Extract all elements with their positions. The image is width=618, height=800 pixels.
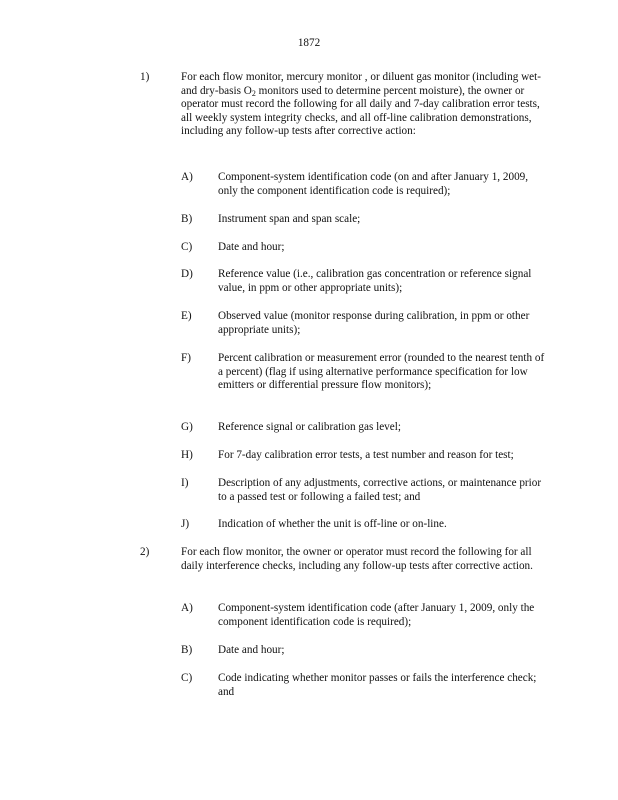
item-1d-letter: D) — [181, 268, 193, 280]
item-1b-text: Instrument span and span scale; — [218, 213, 361, 225]
item-1h-letter: H) — [181, 449, 193, 461]
item-1-text: For each flow monitor, mercury monitor , or diluent gas monitor (including wet- and dry-basis $O_2$ monitors used to determine percent moisture), the owner or operator must record the following for all daily and 7-day calibration error tests, all weekly system integrity checks, and all off-line calibration demonstrations, including any follow-up tests after corrective action: — [181, 71, 541, 138]
item-1j-letter: J) — [181, 518, 190, 530]
item-1b-letter: B) — [181, 213, 193, 225]
item-2c-text: Code indicating whether monitor passes or fails the interference check; and — [218, 672, 537, 698]
item-1a-letter: A) — [181, 171, 193, 183]
item-2b-letter: B) — [181, 644, 193, 656]
item-1g-letter: G) — [181, 421, 193, 433]
item-2a-letter: A) — [181, 602, 193, 614]
item-1i-text: Description of any adjustments, corrective actions, or maintenance prior to a passed test or following a failed test; and — [218, 477, 542, 503]
item-1-number: 1) — [140, 71, 150, 83]
item-2b-text: Date and hour; — [218, 644, 285, 656]
item-1i-letter: I) — [181, 477, 189, 489]
item-1a-text: Component-system identification code (on and after January 1, 2009, only the component identification code is required); — [218, 171, 529, 197]
item-1e-text: Observed value (monitor response during calibration, in ppm or other appropriate units); — [218, 310, 530, 336]
item-2-text: For each flow monitor, the owner or operator must record the following for all daily interference checks, including any follow-up tests after corrective action. — [181, 546, 533, 572]
page-number: 1872 — [297, 37, 321, 49]
item-1j-text: Indication of whether the unit is off-line or on-line. — [218, 518, 447, 530]
item-1f-text: Percent calibration or measurement error (rounded to the nearest tenth of a percent) (flag if using alternative performance specification for low emitters or differential pressure flow monitors); — [218, 352, 545, 392]
item-1h-text: For 7-day calibration error tests, a test number and reason for test; — [218, 449, 514, 461]
item-1e-letter: E) — [181, 310, 192, 322]
item-2-number: 2) — [140, 546, 150, 558]
item-1d-text: Reference value (i.e., calibration gas concentration or reference signal value, in ppm or other appropriate units); — [218, 268, 532, 294]
item-1c-text: Date and hour; — [218, 241, 285, 253]
item-1c-letter: C) — [181, 241, 193, 253]
item-1f-letter: F) — [181, 352, 191, 364]
item-2c-letter: C) — [181, 672, 193, 684]
item-1g-text: Reference signal or calibration gas level; — [218, 421, 401, 433]
item-2a-text: Component-system identification code (after January 1, 2009, only the component identification code is required); — [218, 602, 535, 628]
